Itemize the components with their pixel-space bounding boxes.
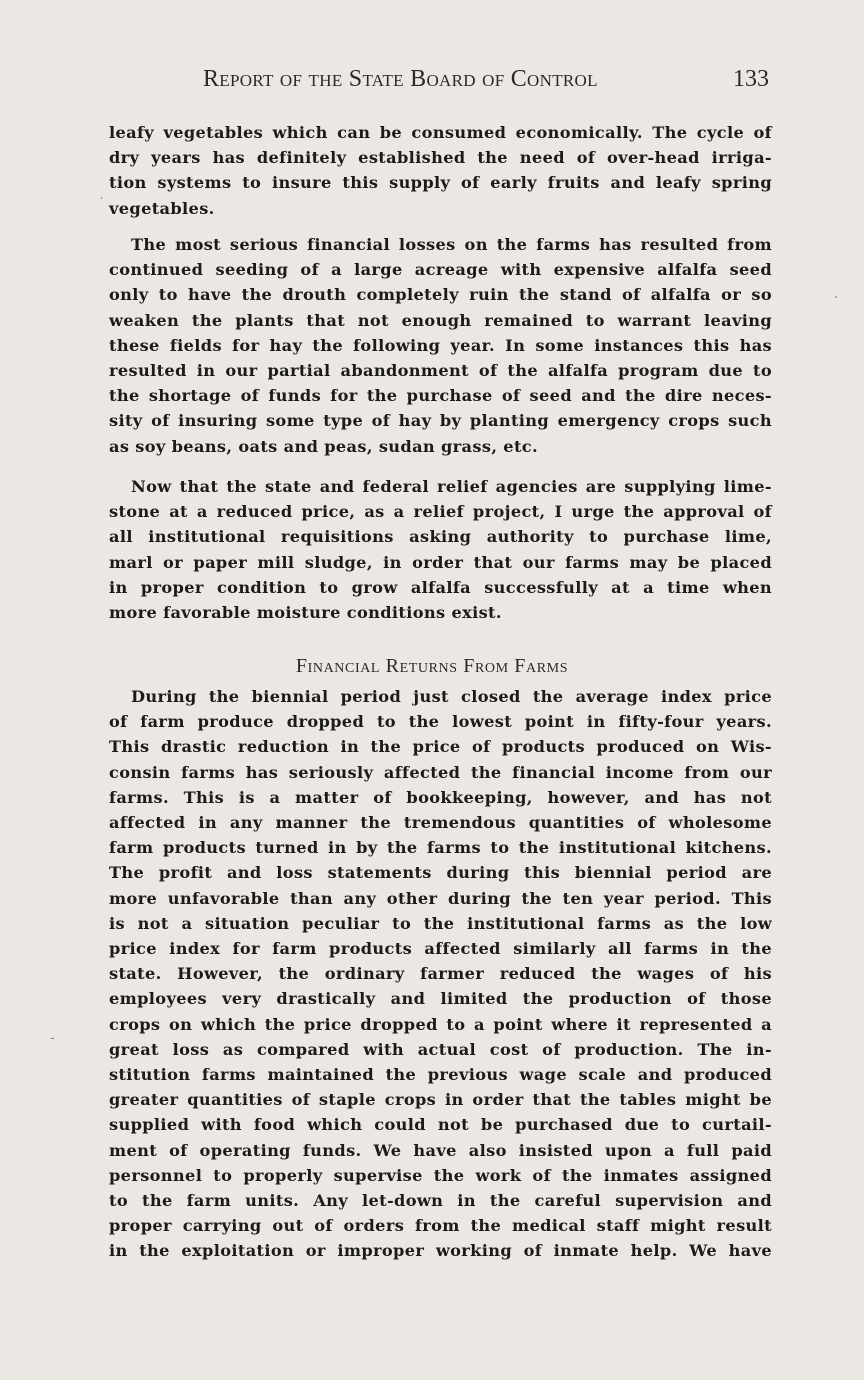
- text-line: tion systems to insure this supply of early fruits and leafy spring: [109, 173, 772, 193]
- text-line: leafy vegetables which can be consumed economically. The cycle of: [109, 123, 772, 142]
- text-line: only to have the drouth completely ruin the stand of alfalfa or so: [109, 285, 772, 305]
- text-line: in the exploitation or improper working of inmate help. We have: [109, 1241, 772, 1261]
- running-title: Report of the State Board of Control: [203, 66, 598, 92]
- text-line: more favorable moisture conditions exist.: [109, 603, 502, 623]
- text-line: weaken the plants that not enough remained to warrant leaving: [109, 310, 772, 330]
- text-line: great loss as compared with actual cost of production. The in-: [109, 1039, 772, 1059]
- text-line: consin farms has seriously affected the financial income from our: [109, 762, 772, 782]
- page-number: 133: [733, 66, 769, 92]
- text-line: stone at a reduced price, as a relief project, I urge the approval of: [109, 502, 772, 522]
- text-line: supplied with food which could not be purchased due to curtail-: [109, 1115, 772, 1135]
- stray-mark: ˙: [98, 196, 105, 212]
- text-line: the shortage of funds for the purchase of seed and the dire neces-: [109, 386, 772, 406]
- page-header: [0, 66, 864, 102]
- stray-mark: ·: [834, 290, 839, 306]
- text-line: The most serious financial losses on the farms has resulted from: [131, 235, 772, 254]
- text-line: all institutional requisitions asking authority to purchase lime,: [109, 527, 772, 547]
- text-line: crops on which the price dropped to a point where it represented a: [109, 1014, 772, 1034]
- text-line: vegetables.: [109, 198, 215, 218]
- text-line: price index for farm products affected similarly all farms in the: [109, 939, 772, 959]
- text-line: The profit and loss statements during this biennial period are: [109, 863, 772, 883]
- text-line: farms. This is a matter of bookkeeping, however, and has not: [109, 787, 772, 807]
- paragraph-2: [109, 232, 772, 459]
- paragraph-3: [109, 474, 772, 625]
- text-line: dry years has definitely established the need of over-head irriga-: [109, 148, 772, 168]
- text-line: as soy beans, oats and peas, sudan grass, etc.: [109, 436, 538, 456]
- text-line: sity of insuring some type of hay by planting emergency crops such: [109, 411, 772, 431]
- text-line: proper carrying out of orders from the medical staff might result: [109, 1216, 772, 1236]
- text-line: state. However, the ordinary farmer reduced the wages of his: [109, 964, 772, 984]
- text-line: resulted in our partial abandonment of the alfalfa program due to: [109, 361, 772, 381]
- text-line: marl or paper mill sludge, in order that our farms may be placed: [109, 552, 772, 572]
- text-line: to the farm units. Any let-down in the careful supervision and: [109, 1191, 772, 1211]
- section-heading: Financial Returns From Farms: [295, 655, 569, 677]
- text-line: of farm produce dropped to the lowest point in fifty-four years.: [109, 712, 772, 732]
- section-paragraph: [109, 684, 772, 1264]
- text-line: affected in any manner the tremendous quantities of wholesome: [109, 813, 772, 833]
- text-line: stitution farms maintained the previous wage scale and produced: [109, 1065, 772, 1085]
- text-line: farm products turned in by the farms to the institutional kitchens.: [109, 838, 772, 858]
- text-line: is not a situation peculiar to the institutional farms as the low: [109, 913, 772, 933]
- text-line: greater quantities of staple crops in order that the tables might be: [109, 1090, 772, 1110]
- text-line: personnel to properly supervise the work of the inmates assigned: [109, 1165, 772, 1185]
- text-line: continued seeding of a large acreage with expensive alfalfa seed: [109, 260, 772, 280]
- text-line: more unfavorable than any other during the ten year period. This: [109, 888, 772, 908]
- text-line: these fields for hay the following year. In some instances this has: [109, 335, 772, 355]
- text-line: During the biennial period just closed the average index price: [131, 687, 772, 706]
- text-line: in proper condition to grow alfalfa successfully at a time when: [109, 577, 772, 597]
- text-line: employees very drastically and limited the production of those: [109, 989, 772, 1009]
- paragraph-1: [109, 120, 772, 221]
- text-line: This drastic reduction in the price of products produced on Wis-: [109, 737, 772, 757]
- text-line: Now that the state and federal relief agencies are supplying lime-: [131, 477, 772, 496]
- stray-mark: ‐: [50, 1030, 55, 1046]
- text-line: ment of operating funds. We have also insisted upon a full paid: [109, 1140, 772, 1160]
